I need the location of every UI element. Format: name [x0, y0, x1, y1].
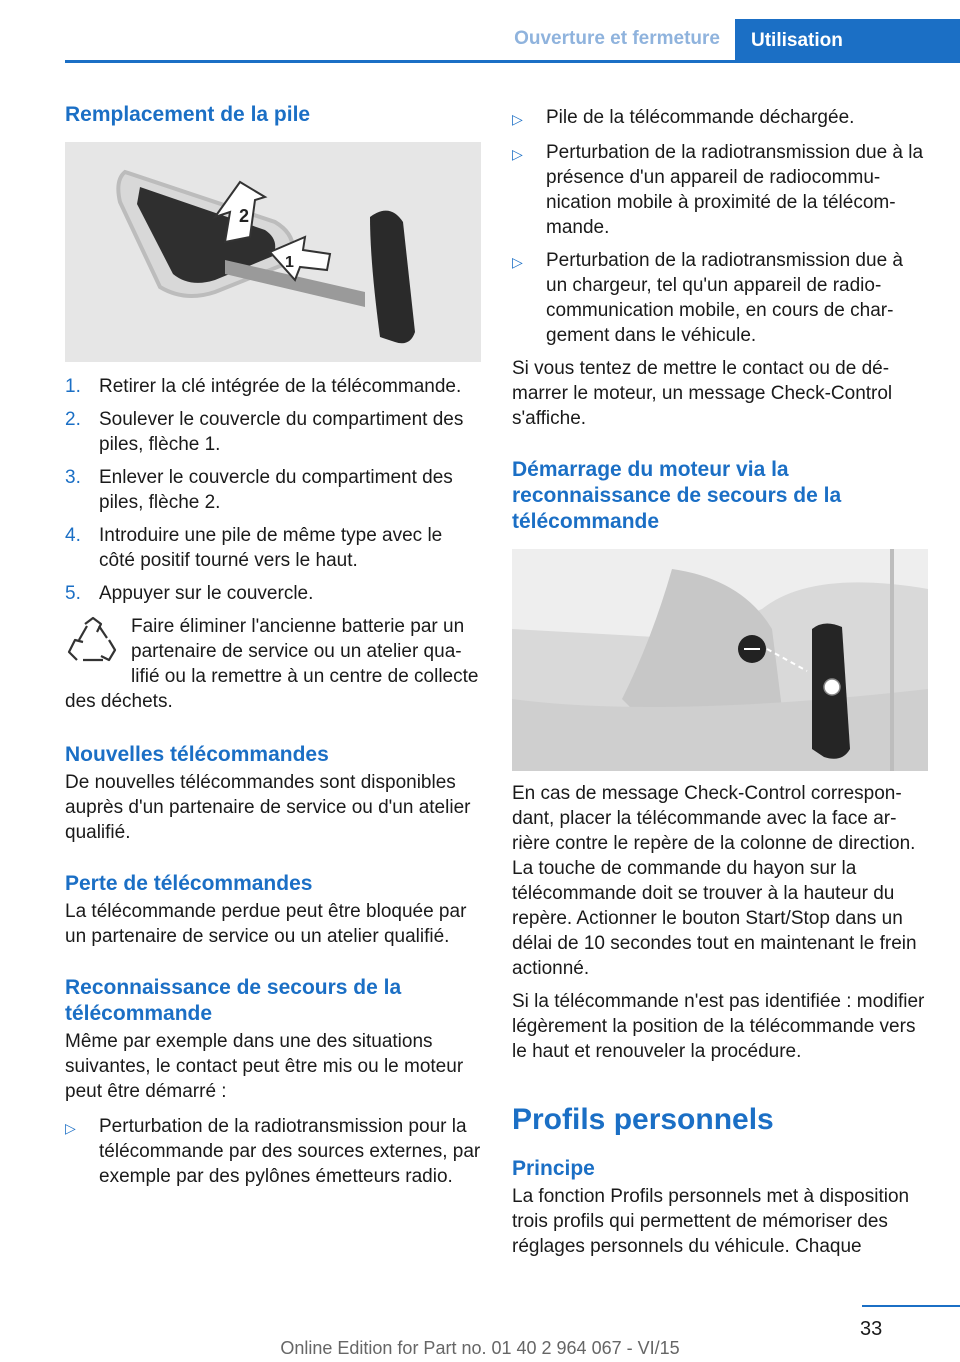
principle-heading: Principe — [512, 1157, 595, 1180]
step-text: Introduire une pile de même type avec le côté positif tourné vers le haut. — [99, 525, 443, 571]
list-item — [512, 105, 928, 132]
bullet-text: Perturbation de la radiotransmission due à la présence d'un appareil de radiocommunication mobile à proximité de la télécommande. — [546, 142, 924, 238]
battery-replacement-heading: Remplacement de la pile — [65, 103, 311, 126]
personal-profiles-heading: Profils personnels — [512, 1103, 774, 1136]
lost-remotes-text: La télécommande perdue peut être bloquée par un partenaire de service ou un atelier qualifié. — [65, 901, 467, 947]
emergency-detection-heading: Reconnaissance de secours de la télécommande — [65, 976, 402, 1025]
list-item — [65, 1114, 481, 1189]
page-header — [0, 0, 960, 62]
header-section-title: Ouverture et fermeture — [514, 28, 720, 49]
step-number: 4. — [65, 525, 81, 546]
bullet-triangle-icon: ▷ — [512, 111, 523, 127]
recycle-note-text: Faire éliminer l'ancienne batterie par un partenaire de service ou un atelier qualifié ou la remettre à un centre de collecte des déchets. — [65, 616, 479, 712]
lost-remotes-heading: Perte de télécommandes — [65, 872, 313, 895]
list-item — [65, 374, 481, 399]
new-remotes-heading: Nouvelles télécommandes — [65, 743, 329, 766]
step-number: 3. — [65, 467, 81, 488]
principle-text: La fonction Profils personnels met à disposition trois profils qui permettent de mémoriser des réglages personnels du véhicule. Chaque — [512, 1186, 910, 1257]
arrow-label-2: 2 — [239, 206, 250, 226]
step-text: Retirer la clé intégrée de la télécommande. — [99, 376, 462, 397]
recycle-icon — [65, 614, 121, 686]
list-item — [65, 407, 481, 457]
header-chapter-tab: Utilisation — [735, 19, 960, 62]
step-text: Enlever le couvercle du compartiment des piles, flèche 2. — [99, 467, 453, 513]
page-number: 33 — [860, 1318, 883, 1340]
step-number: 2. — [65, 409, 81, 430]
key-battery-illustration — [65, 142, 481, 362]
edition-footer: Online Edition for Part no. 01 40 2 964 067 - VI/15 — [280, 1338, 680, 1358]
check-control-text: Si vous tentez de mettre le contact ou de démarrer le moteur, un message Check-Control s'affiche. — [512, 358, 893, 429]
header-rule — [65, 60, 960, 63]
list-item — [65, 581, 481, 606]
retry-text: Si la télécommande n'est pas identifiée : modifier légèrement la position de la télécommande vers le haut et renouveler la procédure. — [512, 991, 925, 1062]
recycle-note — [65, 614, 481, 714]
new-remotes-text: De nouvelles télécommandes sont disponibles auprès d'un partenaire de service ou d'un atelier qualifié. — [65, 772, 471, 843]
step-number: 5. — [65, 583, 81, 604]
key-battery-figure — [65, 142, 481, 362]
left-column — [65, 96, 481, 1197]
bullet-text: Pile de la télécommande déchargée. — [546, 107, 855, 128]
step-text: Soulever le couvercle du compartiment des piles, flèche 1. — [99, 409, 464, 455]
list-item — [512, 140, 928, 240]
bullet-triangle-icon: ▷ — [65, 1120, 76, 1136]
interference-list — [512, 105, 928, 348]
bullet-text: Perturbation de la radiotransmission pour la télécommande par des sources externes, par exemple par des pylônes émetteurs radio. — [99, 1116, 481, 1187]
placement-text: En cas de message Check-Control correspondant, placer la télécommande avec la face arrière contre le repère de la colonne de direction. La touche de commande du hayon sur la télécommande doit se trouver à la hauteur du repère. Actionner le bouton Start/Stop dans un délai de 10 secondes tout en maintenant le frein actionné. — [512, 783, 917, 979]
steps-list — [65, 374, 481, 606]
engine-start-heading: Démarrage du moteur via la reconnaissance de secours de la télécommande — [512, 458, 842, 533]
list-item — [512, 248, 928, 348]
bullet-triangle-icon: ▷ — [512, 146, 523, 162]
steering-column-figure — [512, 549, 928, 771]
right-column — [512, 96, 928, 1259]
list-item — [65, 465, 481, 515]
list-item — [65, 523, 481, 573]
bullet-text: Perturbation de la radiotransmission due à un chargeur, tel qu'un appareil de radiocommunication mobile, en cours de chargement dans le véhicule. — [546, 250, 903, 346]
steering-column-illustration — [512, 549, 928, 771]
arrow-label-1: 1 — [285, 254, 294, 271]
emergency-detection-text: Même par exemple dans une des situations suivantes, le contact peut être mis ou le moteur peut être démarré : — [65, 1031, 464, 1102]
step-number: 1. — [65, 376, 81, 397]
footer-rule — [862, 1305, 960, 1307]
step-text: Appuyer sur le couvercle. — [99, 583, 314, 604]
bullet-triangle-icon: ▷ — [512, 254, 523, 270]
